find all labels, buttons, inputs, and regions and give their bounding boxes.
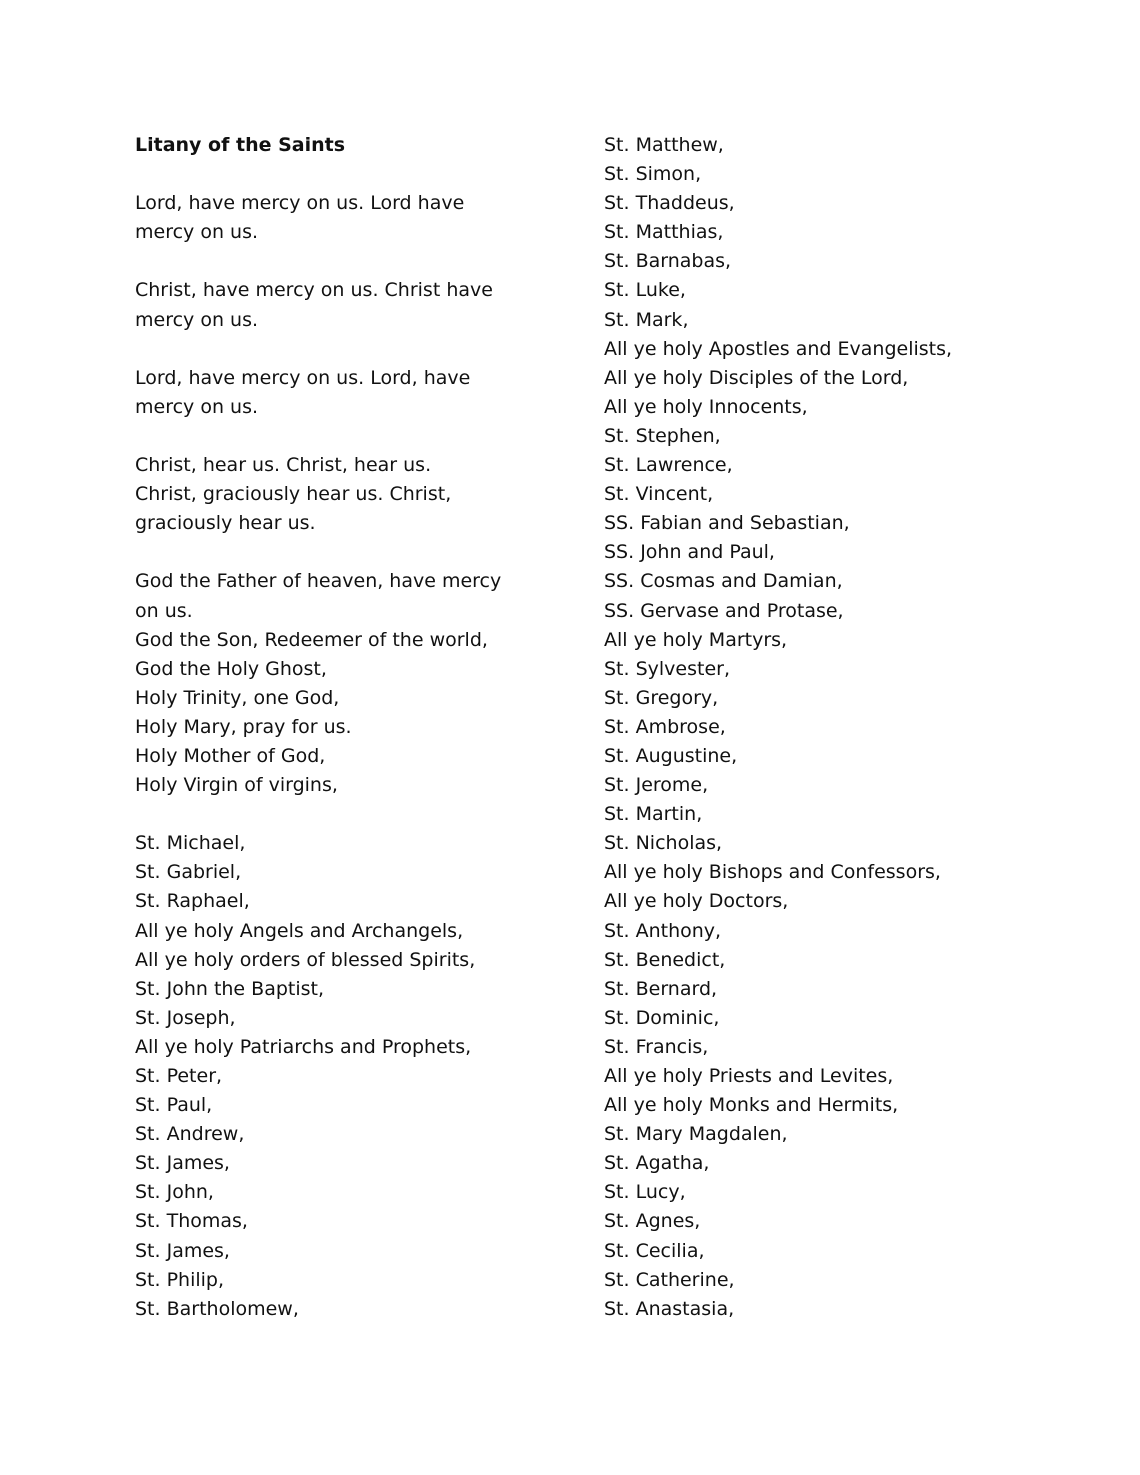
litany-line: SS. Cosmas and Damian, [604,570,843,593]
litany-line: All ye holy Apostles and Evangelists, [604,337,953,360]
litany-line: St. Thomas, [135,1210,248,1233]
litany-line: Lord, have mercy on us. Lord, have [135,366,471,389]
litany-line: All ye holy orders of blessed Spirits, [135,948,476,971]
litany-line: God the Son, Redeemer of the world, [135,628,488,651]
litany-line: St. Martin, [604,803,703,826]
litany-line: All ye holy Innocents, [604,395,808,418]
litany-line: St. Paul, [135,1094,213,1117]
litany-line: All ye holy Angels and Archangels, [135,919,464,942]
litany-line: mercy on us. [135,308,259,331]
litany-line: St. James, [135,1152,230,1175]
litany-line: All ye holy Doctors, [604,890,789,913]
litany-line: St. Peter, [135,1065,223,1087]
litany-line: St. Lawrence, [604,454,733,477]
litany-line: St. John the Baptist, [135,977,325,1000]
litany-line: St. Agatha, [604,1152,710,1175]
litany-line: St. Catherine, [604,1268,735,1291]
litany-line: St. James, [135,1239,230,1262]
right-column [604,131,1024,1324]
litany-line: Holy Trinity, one God, [135,686,340,709]
litany-line: St. Matthew, [604,134,724,156]
litany-line: St. Bernard, [604,977,718,1000]
litany-line: St. Gabriel, [135,861,242,884]
litany-line: St. Ambrose, [604,715,726,738]
litany-line: SS. Fabian and Sebastian, [604,512,850,535]
litany-line: mercy on us. [135,395,259,418]
litany-line: Lord, have mercy on us. Lord have [135,192,465,215]
paragraph-gap [135,247,555,276]
litany-line: St. Sylvester, [604,657,730,680]
litany-line: All ye holy Disciples of the Lord, [604,366,909,389]
litany-line: St. Luke, [604,279,686,302]
litany-line: God the Holy Ghost, [135,657,327,680]
paragraph-gap [135,160,555,189]
litany-line: St. Francis, [604,1035,709,1058]
litany-line: Christ, graciously hear us. Christ, [135,483,452,506]
litany-line: All ye holy Bishops and Confessors, [604,861,941,884]
litany-line: St. Matthias, [604,221,724,244]
litany-line: All ye holy Martyrs, [604,628,788,651]
litany-line: St. Thaddeus, [604,192,735,215]
litany-line: graciously hear us. [135,512,316,535]
litany-line: St. Andrew, [135,1123,245,1146]
paragraph-gap [135,335,555,364]
litany-line: St. Anthony, [604,919,722,942]
litany-line: St. Gregory, [604,686,719,709]
litany-line: St. Raphael, [135,890,250,913]
litany-line: St. Simon, [604,163,702,186]
litany-line: Christ, have mercy on us. Christ have [135,279,493,302]
litany-line: St. Cecilia, [604,1239,705,1262]
paragraph-gap [135,538,555,567]
litany-line: St. Mary Magdalen, [604,1123,788,1146]
litany-line: St. Michael, [135,832,246,855]
litany-line: Holy Virgin of virgins, [135,774,338,797]
litany-line: St. Lucy, [604,1181,686,1204]
litany-line: St. Stephen, [604,424,721,447]
litany-line: St. Joseph, [135,1006,236,1029]
paragraph-gap [135,422,555,451]
litany-line: Holy Mother of God, [135,744,326,767]
litany-line: SS. John and Paul, [604,541,775,564]
litany-line: St. Philip, [135,1268,225,1291]
litany-line: St. Augustine, [604,744,738,767]
litany-line: on us. [135,599,193,622]
litany-line: Christ, hear us. Christ, hear us. [135,454,432,477]
litany-line: St. Barnabas, [604,250,732,273]
litany-line: All ye holy Monks and Hermits, [604,1094,899,1117]
litany-line: Holy Mary, pray for us. [135,715,352,738]
left-column [135,131,555,1324]
litany-line: SS. Gervase and Protase, [604,599,844,622]
paragraph-gap [135,800,555,829]
litany-line: St. Bartholomew, [135,1297,299,1320]
litany-line: mercy on us. [135,221,259,244]
litany-line: St. Benedict, [604,948,726,971]
litany-line: St. Mark, [604,308,689,331]
litany-line: St. Dominic, [604,1006,720,1029]
litany-line: St. Nicholas, [604,832,723,855]
litany-line: All ye holy Priests and Levites, [604,1065,894,1087]
litany-line: St. John, [135,1181,214,1204]
litany-line: All ye holy Patriarchs and Prophets, [135,1035,472,1058]
litany-line: St. Vincent, [604,483,714,506]
litany-line: St. Jerome, [604,774,709,797]
litany-line: God the Father of heaven, have mercy [135,570,502,593]
litany-line: St. Agnes, [604,1210,701,1233]
document-title: Litany of the Saints [135,134,346,156]
litany-line: St. Anastasia, [604,1297,735,1320]
